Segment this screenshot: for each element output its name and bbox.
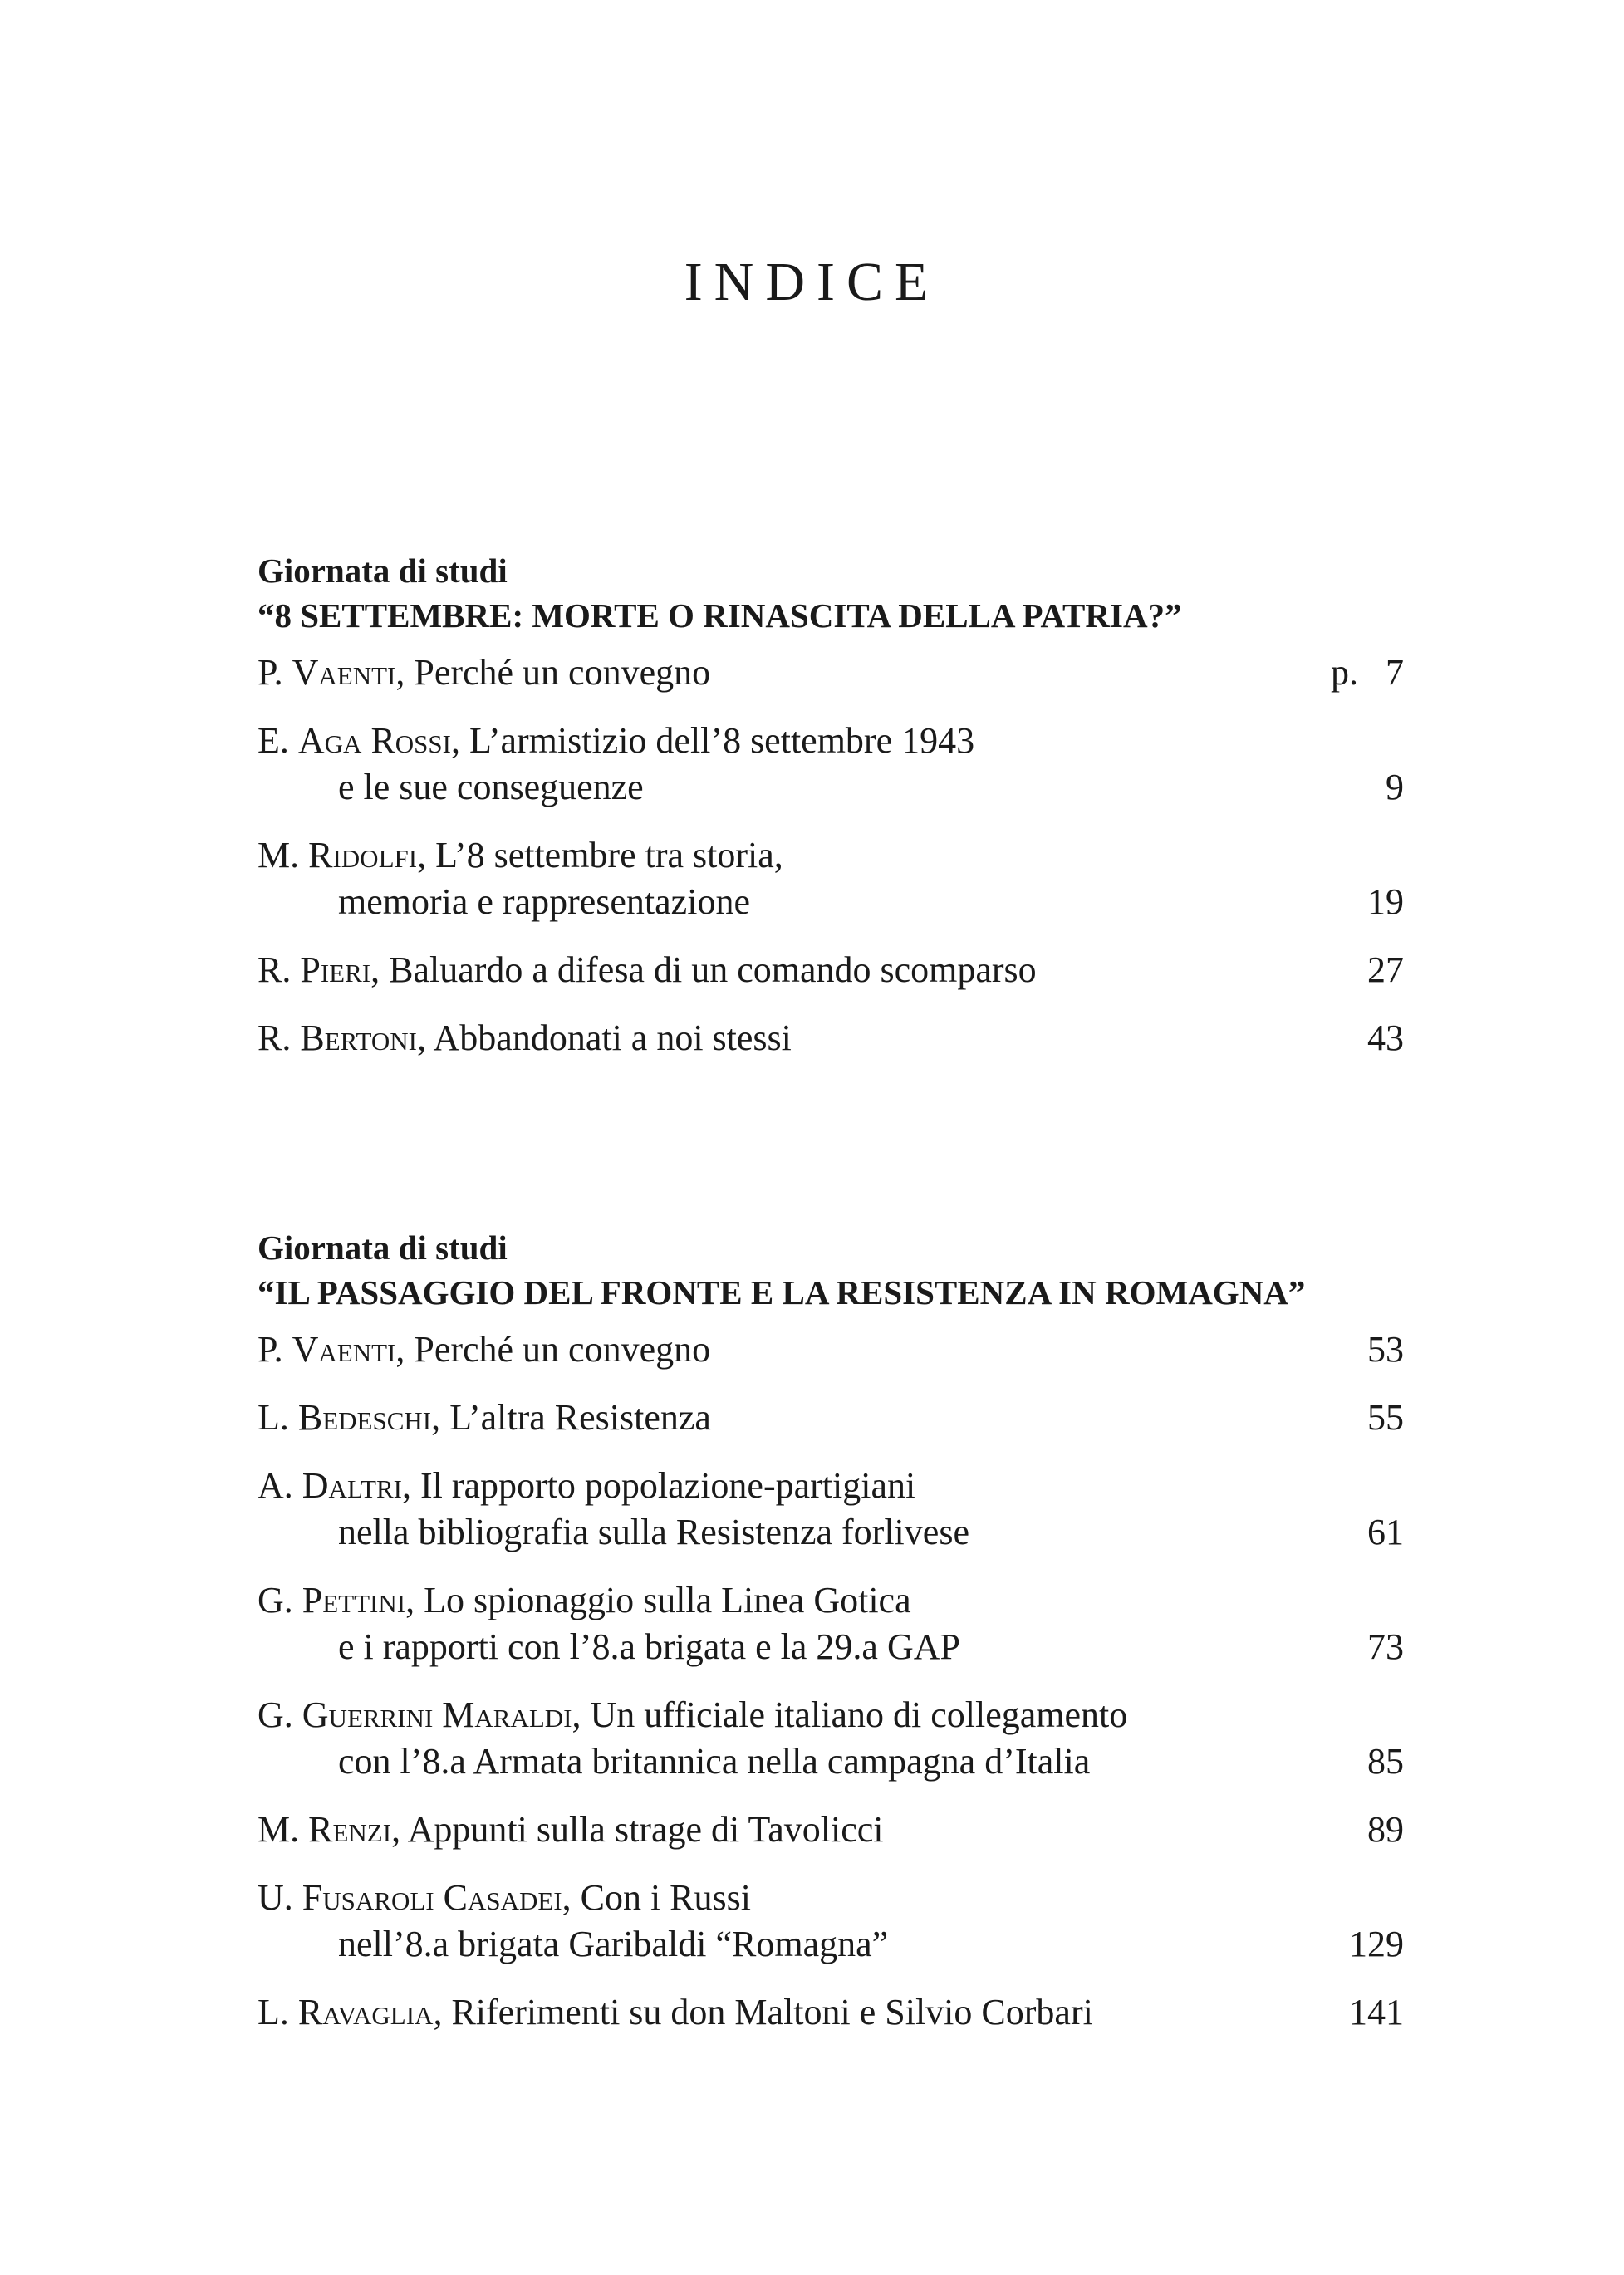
toc-entry[interactable]: [258, 1577, 1404, 1670]
entry-first-line: [258, 1875, 1263, 1921]
author-initial: E.: [258, 720, 298, 761]
entry-title-text: con l’8.a Armata britannica nella campagna d’Italia: [338, 1741, 1091, 1782]
section-heading: “IL PASSAGGIO DEL FRONTE E LA RESISTENZA IN ROMAGNA”: [258, 1273, 1306, 1312]
entry-first-line: [258, 1326, 1263, 1373]
toc-entry[interactable]: [258, 718, 1404, 811]
author-initial: M.: [258, 1809, 309, 1850]
entry-title-text: , Riferimenti su don Maltoni e Silvio Corbari: [433, 1992, 1093, 2032]
entry-title-text: e i rapporti con l’8.a brigata e la 29.a GAP: [338, 1626, 960, 1667]
toc-entry[interactable]: [258, 650, 1404, 696]
page-number: 53: [1367, 1329, 1404, 1370]
section-label: Giornata di studi: [258, 1228, 508, 1267]
author-initial: R.: [258, 949, 301, 990]
entry-continuation-line: [258, 1921, 1263, 1968]
page-number: 9: [1386, 767, 1404, 807]
section-1: [258, 548, 1404, 1083]
author-initial: L.: [258, 1992, 298, 2032]
author-name: Guerrini Maraldi: [302, 1694, 572, 1735]
toc-entry[interactable]: [258, 1463, 1404, 1556]
toc-entry[interactable]: [258, 1875, 1404, 1968]
entry-continuation-line: [258, 764, 1263, 811]
page-number: p. 7: [1331, 652, 1404, 693]
page-number: 61: [1367, 1512, 1404, 1552]
entry-continuation-line: [258, 1624, 1263, 1670]
toc-entry[interactable]: [258, 1989, 1404, 2036]
page-number: 89: [1367, 1809, 1404, 1850]
author-initial: P.: [258, 1329, 292, 1370]
author-name: Renzi: [308, 1809, 392, 1850]
entry-list: [258, 1326, 1404, 2036]
entry-title-text: nell’8.a brigata Garibaldi “Romagna”: [338, 1924, 889, 1964]
page-number: 27: [1367, 949, 1404, 990]
author-name: Vaenti: [292, 652, 396, 693]
entry-title-text: , Perché un convegno: [395, 652, 711, 693]
author-initial: M.: [258, 835, 309, 875]
author-name: Aga Rossi: [297, 720, 451, 761]
entry-title-text: nella bibliografia sulla Resistenza forlivese: [338, 1512, 969, 1552]
entry-first-line: [258, 1395, 1263, 1441]
section-heading: “8 SETTEMBRE: MORTE O RINASCITA DELLA PATRIA?”: [258, 596, 1182, 635]
entry-first-line: [258, 1463, 1263, 1509]
toc-entry[interactable]: [258, 947, 1404, 993]
author-initial: G.: [258, 1694, 302, 1735]
author-name: Ravaglia: [297, 1992, 434, 2032]
entry-first-line: [258, 832, 1263, 879]
author-name: Bertoni: [300, 1017, 417, 1058]
entry-title-text: , L’armistizio dell’8 settembre 1943: [450, 720, 975, 761]
page-number: 19: [1367, 881, 1404, 922]
entry-title-text: , Perché un convegno: [395, 1329, 711, 1370]
entry-first-line: [258, 1015, 1263, 1062]
entry-title-text: , L’8 settembre tra storia,: [417, 835, 783, 875]
entry-title-text: , Un ufficiale italiano di collegamento: [572, 1694, 1128, 1735]
toc-entry[interactable]: [258, 1326, 1404, 1373]
author-name: Pettini: [302, 1580, 406, 1620]
author-initial: L.: [258, 1397, 298, 1438]
page-number: 129: [1349, 1924, 1404, 1964]
entry-continuation-line: [258, 1509, 1263, 1556]
entry-first-line: [258, 650, 1263, 696]
entry-first-line: [258, 1807, 1263, 1853]
entry-first-line: [258, 947, 1263, 993]
author-initial: G.: [258, 1580, 302, 1620]
toc-entry[interactable]: [258, 832, 1404, 925]
author-name: Fusaroli Casadei: [302, 1877, 562, 1918]
author-name: Daltri: [302, 1465, 402, 1506]
entry-list: [258, 650, 1404, 1062]
author-name: Vaenti: [292, 1329, 396, 1370]
author-initial: R.: [258, 1017, 301, 1058]
section-label: Giornata di studi: [258, 552, 508, 590]
entry-continuation-line: [258, 879, 1263, 925]
entry-title-text: , Appunti sulla strage di Tavolicci: [391, 1809, 884, 1850]
page-number: 85: [1367, 1741, 1404, 1782]
author-name: Bedeschi: [297, 1397, 432, 1438]
entry-title-text: , Abbandonati a noi stessi: [416, 1017, 792, 1058]
author-initial: P.: [258, 652, 292, 693]
page-number: 141: [1349, 1992, 1404, 2032]
author-initial: A.: [258, 1465, 302, 1506]
entry-title-text: memoria e rappresentazione: [338, 881, 750, 922]
toc-entry[interactable]: [258, 1395, 1404, 1441]
author-initial: U.: [258, 1877, 302, 1918]
author-name: Ridolfi: [308, 835, 418, 875]
entry-first-line: [258, 1577, 1263, 1624]
section-2: [258, 1225, 1404, 2057]
page-number: 55: [1367, 1397, 1404, 1438]
toc-entry[interactable]: [258, 1015, 1404, 1062]
entry-first-line: [258, 718, 1263, 764]
toc-entry[interactable]: [258, 1807, 1404, 1853]
entry-title-text: e le sue conseguenze: [338, 767, 644, 807]
entry-title-text: , Lo spionaggio sulla Linea Gotica: [405, 1580, 911, 1620]
author-name: Pieri: [300, 949, 371, 990]
entry-title-text: , L’altra Resistenza: [431, 1397, 711, 1438]
entry-first-line: [258, 1989, 1263, 2036]
entry-first-line: [258, 1692, 1263, 1738]
entry-title-text: , Il rapporto popolazione-partigiani: [401, 1465, 916, 1506]
page-number: 73: [1367, 1626, 1404, 1667]
entry-continuation-line: [258, 1738, 1263, 1785]
toc-entry[interactable]: [258, 1692, 1404, 1785]
page-number: 43: [1367, 1017, 1404, 1058]
entry-title-text: , Baluardo a difesa di un comando scomparso: [370, 949, 1037, 990]
entry-title-text: , Con i Russi: [562, 1877, 751, 1918]
page-title: INDICE: [684, 252, 940, 312]
